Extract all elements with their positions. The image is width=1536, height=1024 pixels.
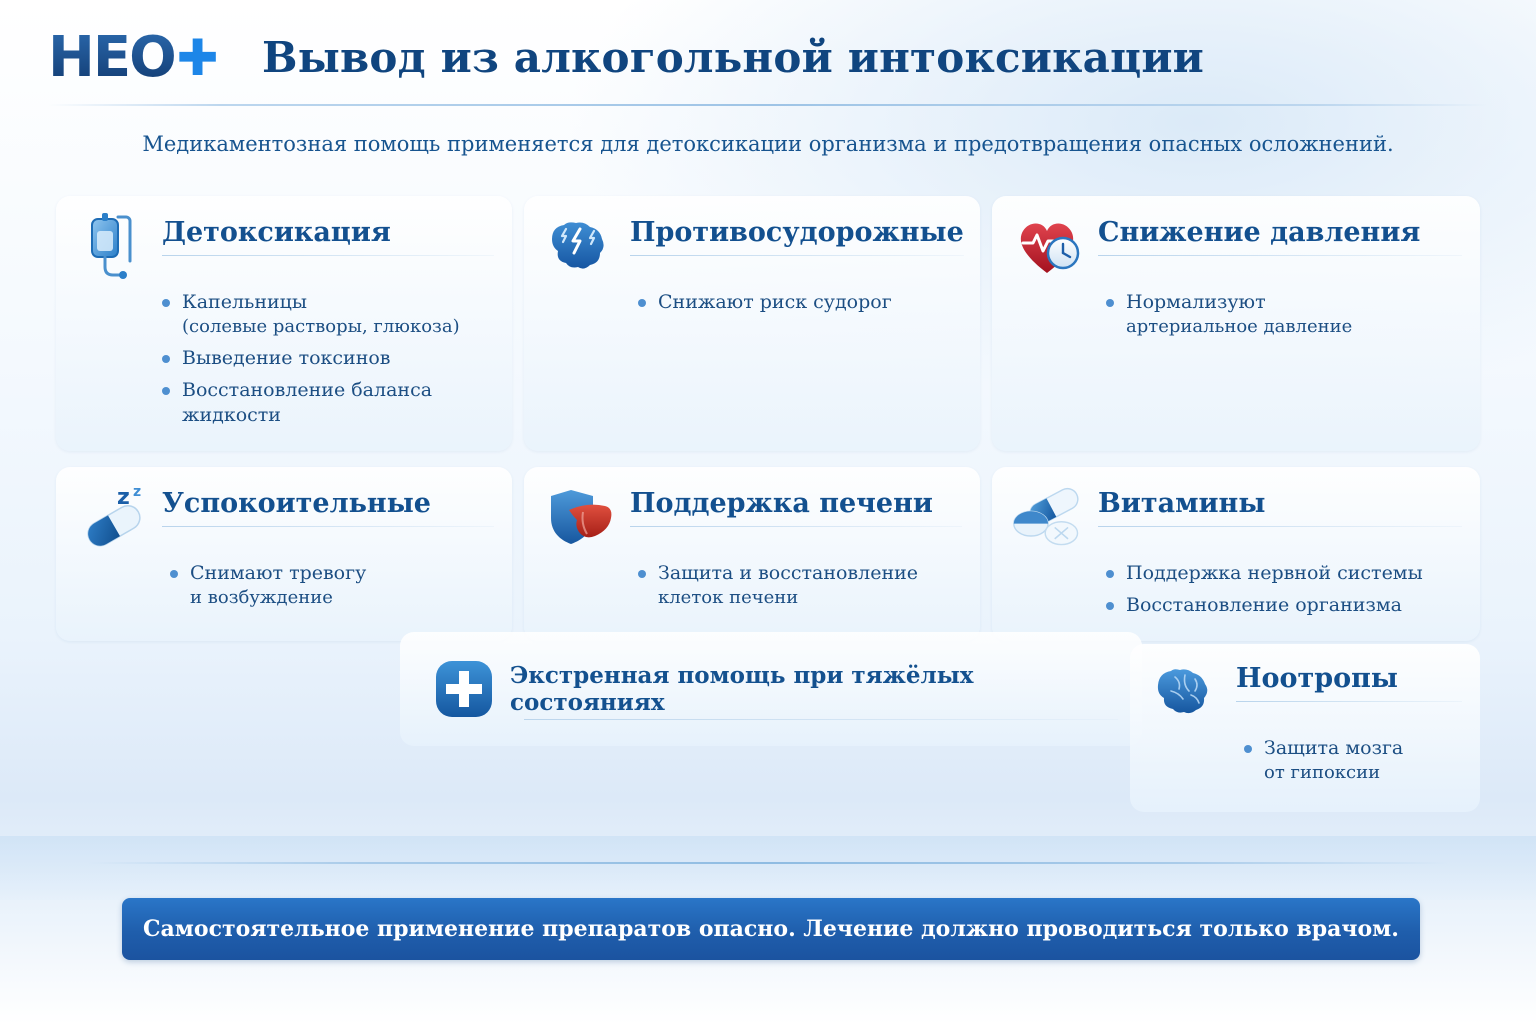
card-pressure (992, 196, 1480, 451)
title-divider (162, 526, 494, 527)
card-bullets (74, 561, 494, 610)
bullet-text: Защита и восстановление (658, 562, 919, 585)
bullet-text: Защита мозга (1264, 737, 1404, 759)
card-header (1010, 210, 1462, 282)
card-grid (56, 196, 1480, 641)
header (0, 0, 1536, 108)
card-header (542, 210, 962, 282)
card-bullets (542, 561, 962, 610)
bullet-subtext: клеток печени (658, 587, 799, 609)
card-title-wrap (630, 481, 962, 527)
title-divider (630, 255, 964, 256)
bullet-subtext: и возбуждение (190, 587, 333, 609)
brain-lightning-icon (542, 210, 620, 282)
emergency-label: Экстренная помощь при тяжёлых состояниях (510, 662, 974, 716)
card-header (1010, 481, 1462, 553)
list-item (1106, 593, 1462, 618)
brain-icon (1148, 656, 1226, 728)
card-title: Противосудорожные (630, 217, 964, 248)
card-title: Витамины (1098, 488, 1266, 520)
list-item (1106, 561, 1462, 586)
card-liver (524, 467, 980, 641)
card-title: Успокоительные (162, 488, 431, 520)
svg-text:z: z (117, 485, 130, 511)
card-header (1148, 656, 1462, 728)
card-bullets (74, 290, 494, 428)
heart-pressure-icon (1010, 210, 1088, 282)
sleep-capsule-icon (74, 481, 152, 553)
card-title-wrap (1236, 656, 1462, 702)
header-divider (48, 104, 1488, 106)
title-divider (1098, 255, 1462, 256)
card-title-wrap (630, 210, 964, 256)
warning-text: Самостоятельное применение препаратов опасно. Лечение должно проводиться только врачом. (143, 916, 1399, 942)
card-nootrop (1130, 644, 1480, 812)
card-title-wrap (162, 210, 494, 256)
card-header (74, 210, 494, 282)
subtitle: Медикаментозная помощь применяется для детоксикации организма и предотвращения опасных осложнений. (142, 132, 1394, 156)
emergency-banner (400, 632, 1142, 746)
footer-divider (88, 862, 1448, 864)
card-detox (56, 196, 512, 451)
list-item (638, 561, 962, 610)
card-bullets (1010, 561, 1462, 618)
bullet-text: Восстановление баланса жидкости (182, 378, 433, 426)
title-divider (1098, 526, 1462, 527)
card-bullets (1010, 290, 1462, 339)
logo-plus-icon: ✚ (176, 29, 217, 87)
title-divider (1236, 701, 1462, 702)
list-item (162, 290, 494, 339)
svg-text:z: z (133, 484, 142, 501)
card-header (542, 481, 962, 553)
emergency-divider (524, 719, 1118, 720)
warning-banner (122, 898, 1420, 960)
bullet-text: Поддержка нервной системы (1126, 562, 1423, 585)
card-title: Поддержка печени (630, 488, 933, 520)
bullet-subtext: (солевые растворы, глюкоза) (182, 316, 460, 338)
medical-cross-icon (424, 653, 504, 725)
card-title: Ноотропы (1236, 663, 1398, 694)
list-item (1106, 290, 1462, 339)
card-sedatives (56, 467, 512, 641)
bullet-text: Восстановление организма (1126, 594, 1402, 617)
bullet-text: Нормализуют (1126, 291, 1266, 313)
list-item (1244, 736, 1462, 785)
iv-drip-icon (74, 210, 152, 282)
card-bullets (542, 290, 962, 315)
page-title: Вывод из алкогольной интоксикации (262, 33, 1205, 82)
list-item (170, 561, 494, 610)
bullet-text: Выведение токсинов (182, 346, 391, 369)
pills-icon (1010, 481, 1088, 553)
title-divider (630, 526, 962, 527)
card-title-wrap (1098, 481, 1462, 527)
bullet-subtext: от гипоксии (1264, 762, 1381, 784)
logo (48, 25, 217, 90)
bullet-text: Капельницы (182, 291, 308, 313)
list-item (162, 346, 494, 371)
logo-text: HEO (48, 25, 175, 90)
list-item (638, 290, 962, 315)
title-divider (162, 255, 494, 256)
card-title: Детоксикация (162, 217, 391, 248)
bullet-subtext: артериальное давление (1126, 316, 1353, 338)
bullet-text: Снимают тревогу (190, 562, 367, 585)
list-item (162, 378, 494, 428)
card-anticonvulsants (524, 196, 980, 451)
bullet-text: Снижают риск судорог (658, 291, 892, 313)
card-bullets (1148, 736, 1462, 785)
card-header (74, 481, 494, 553)
card-vitamins (992, 467, 1480, 641)
card-title: Снижение давления (1098, 217, 1421, 248)
card-title-wrap (1098, 210, 1462, 256)
liver-shield-icon (542, 481, 620, 553)
footer-band (0, 836, 1536, 900)
card-title-wrap (162, 481, 494, 527)
